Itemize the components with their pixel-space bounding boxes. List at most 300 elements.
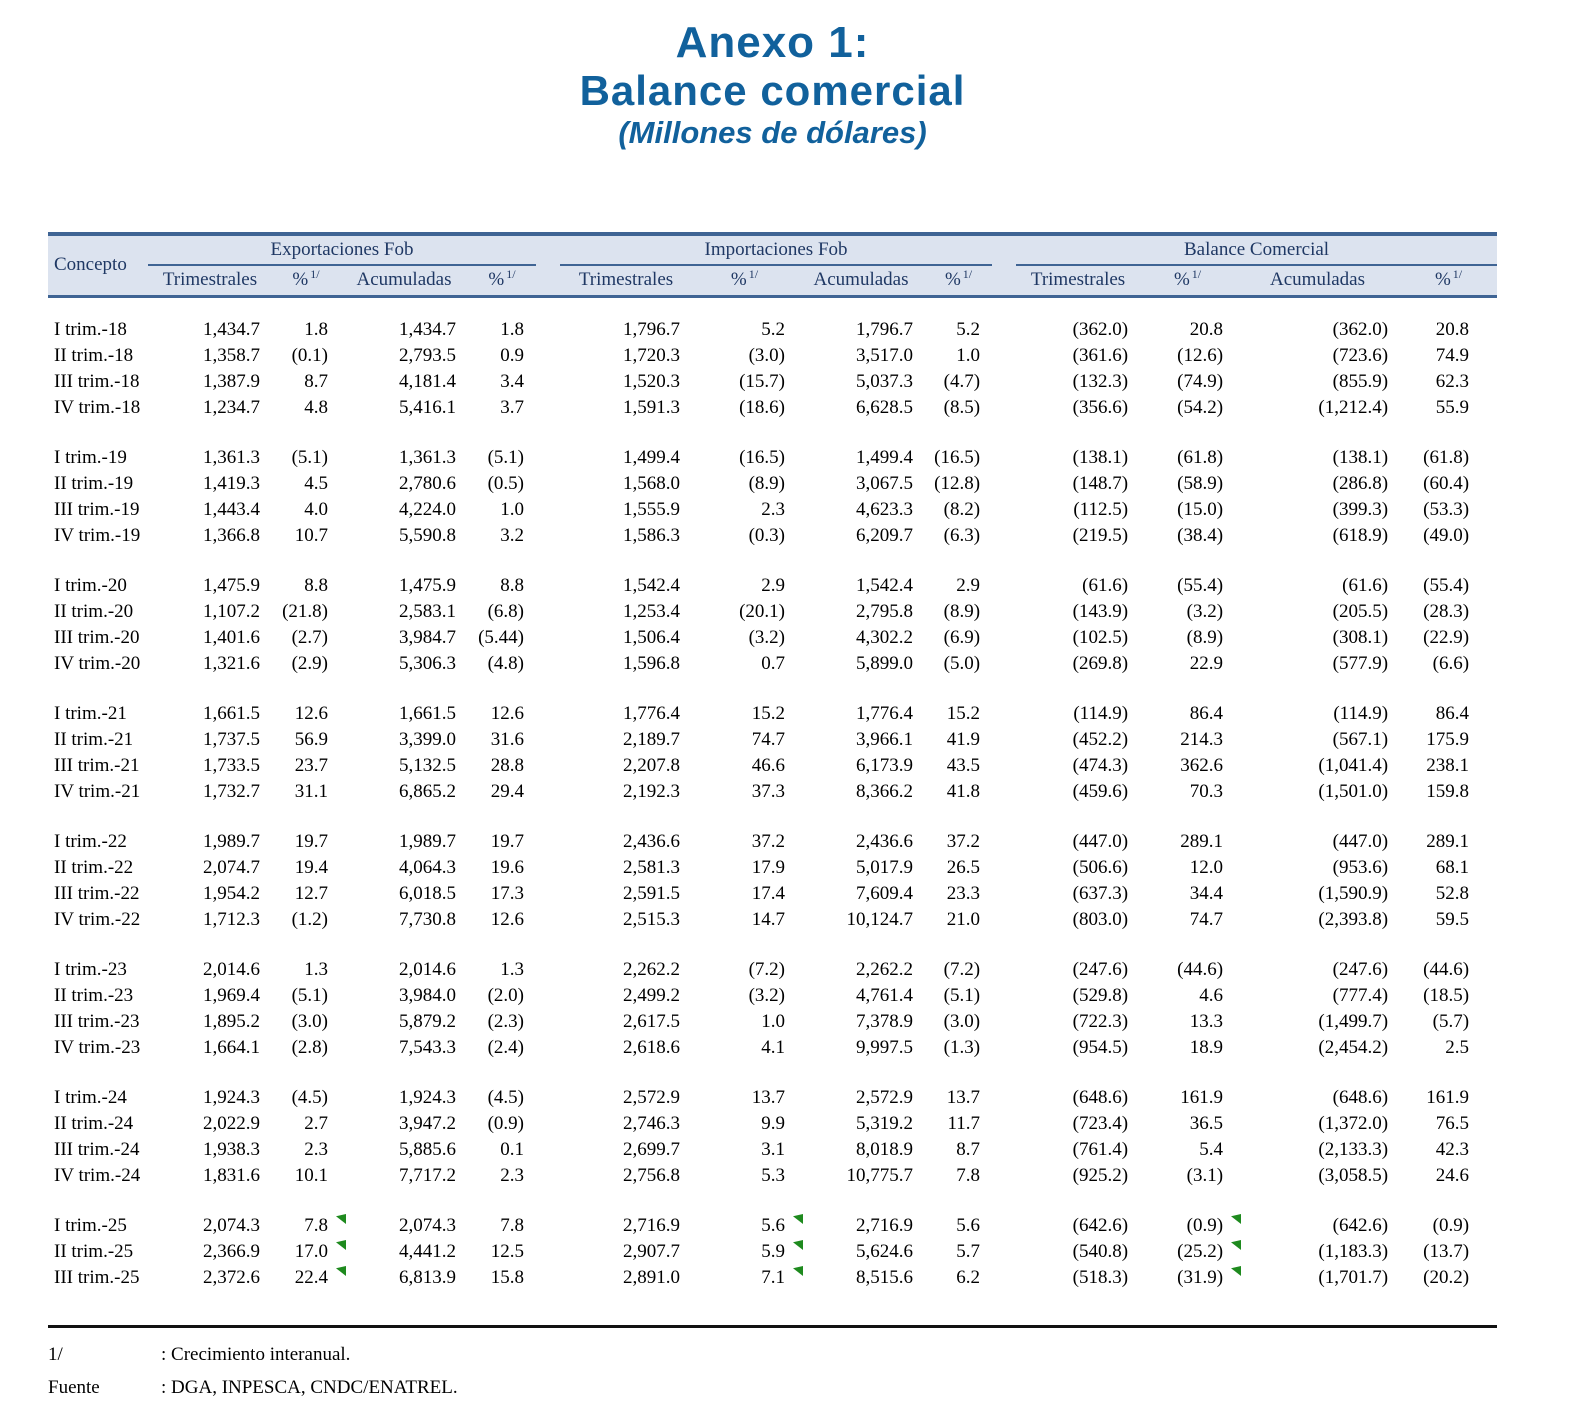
cell: 2,074.3 — [203, 1215, 260, 1236]
cell: (13.7) — [1423, 1241, 1470, 1262]
cell: 1,387.9 — [203, 371, 260, 392]
cell: (0.9) — [1432, 1215, 1470, 1236]
cell: 86.4 — [1435, 703, 1470, 724]
column-gap — [992, 497, 1016, 523]
cell: 1,733.5 — [203, 755, 260, 776]
cell: 1,796.7 — [623, 319, 681, 340]
column-gap — [536, 1163, 560, 1189]
table-row-iii-trim-23 — [48, 1009, 1497, 1035]
cell: 4.5 — [304, 473, 328, 494]
cell: 17.3 — [490, 883, 525, 904]
cell: (399.3) — [1332, 499, 1389, 520]
cell: 5.2 — [956, 319, 981, 340]
column-gap — [536, 753, 560, 779]
cell: (114.9) — [1333, 703, 1389, 724]
cell: (0.9) — [487, 1113, 525, 1134]
year-block-separator — [48, 805, 1497, 829]
cell: (362.0) — [1332, 319, 1389, 340]
cell: (1,701.7) — [1318, 1267, 1389, 1288]
cell: 2.7 — [304, 1113, 328, 1134]
column-gap — [992, 1111, 1016, 1137]
table-row-i-trim-18 — [48, 317, 1497, 343]
cell: (540.8) — [1072, 1241, 1129, 1262]
column-gap — [992, 727, 1016, 753]
subheader-exportaciones-pct-acumulado: % $^{1/}$ — [468, 265, 536, 296]
column-gap — [536, 779, 560, 805]
column-gap — [536, 1137, 560, 1163]
cell: (3.2) — [748, 985, 786, 1006]
cell: 2,716.9 — [623, 1215, 681, 1236]
cell: 0.9 — [500, 345, 525, 366]
column-gap — [992, 779, 1016, 805]
cell: 4,181.4 — [399, 371, 456, 392]
cell: 10.1 — [294, 1165, 328, 1186]
cell: 5,899.0 — [856, 653, 914, 674]
cell: (3.0) — [943, 1011, 981, 1032]
cell: 15.2 — [946, 703, 981, 724]
cell: 1,475.9 — [399, 575, 456, 596]
cell: (4.7) — [943, 371, 981, 392]
cell: 8,018.9 — [856, 1139, 914, 1160]
cell: (518.3) — [1072, 1267, 1129, 1288]
column-gap — [992, 1035, 1016, 1061]
cell: 5.3 — [761, 1165, 786, 1186]
cell: 31.6 — [490, 729, 525, 750]
cell: (1,499.7) — [1318, 1011, 1389, 1032]
cell: 2.3 — [761, 499, 786, 520]
column-gap — [992, 855, 1016, 881]
column-gap — [992, 625, 1016, 651]
cell: (1,501.0) — [1318, 781, 1389, 802]
cell: 1,361.3 — [399, 447, 456, 468]
cell: (38.4) — [1177, 525, 1224, 546]
cell: (58.9) — [1177, 473, 1224, 494]
cell: 1,542.4 — [623, 575, 681, 596]
cell: 0.7 — [761, 653, 786, 674]
row-label: I trim.-23 — [54, 959, 127, 980]
subheader-importaciones-pct-trimestral: % $^{1/}$ — [692, 265, 797, 296]
cell: 10.7 — [294, 525, 328, 546]
column-gap — [536, 701, 560, 727]
cell: 5,037.3 — [856, 371, 914, 392]
cell: 214.3 — [1180, 729, 1224, 750]
cell: (2,133.3) — [1318, 1139, 1389, 1160]
column-gap — [536, 855, 560, 881]
table-row-iv-trim-22 — [48, 907, 1497, 933]
row-label: II trim.-24 — [54, 1113, 134, 1134]
balance-comercial-table — [48, 232, 1497, 1291]
cell: 2,572.9 — [856, 1087, 914, 1108]
cell: (925.2) — [1072, 1165, 1129, 1186]
cell: (2,393.8) — [1318, 909, 1389, 930]
cell: (953.6) — [1332, 857, 1389, 878]
cell: 6.2 — [956, 1267, 981, 1288]
cell: (60.4) — [1423, 473, 1470, 494]
cell: 362.6 — [1180, 755, 1224, 776]
cell: (55.4) — [1177, 575, 1224, 596]
cell: 6,865.2 — [399, 781, 456, 802]
cell: (18.5) — [1423, 985, 1470, 1006]
cell: 161.9 — [1426, 1087, 1470, 1108]
cell: 1,419.3 — [203, 473, 260, 494]
cell: 1.0 — [761, 1011, 786, 1032]
cell: 37.3 — [751, 781, 786, 802]
cell: 2,372.6 — [203, 1267, 260, 1288]
cell: (114.9) — [1073, 703, 1129, 724]
cell: 7,543.3 — [399, 1037, 456, 1058]
cell: 4.8 — [304, 397, 328, 418]
column-gap — [992, 1239, 1016, 1265]
cell: 2,746.3 — [623, 1113, 681, 1134]
cell: (2.3) — [487, 1011, 525, 1032]
cell: 46.6 — [751, 755, 786, 776]
cell: (2.4) — [487, 1037, 525, 1058]
column-gap — [536, 881, 560, 907]
cell: (5.1) — [487, 447, 525, 468]
cell: 2,756.8 — [623, 1165, 681, 1186]
row-label: II trim.-20 — [54, 601, 134, 622]
cell: (5.1) — [943, 985, 981, 1006]
cell: 1,401.6 — [203, 627, 260, 648]
year-block-separator — [48, 421, 1497, 445]
cell: 1,366.8 — [203, 525, 260, 546]
cell: 2,891.0 — [623, 1267, 681, 1288]
cell: 238.1 — [1426, 755, 1470, 776]
cell: 20.8 — [1435, 319, 1470, 340]
cell: (22.9) — [1423, 627, 1470, 648]
cell: (269.8) — [1072, 653, 1129, 674]
cell: 1,712.3 — [203, 909, 260, 930]
cell: (722.3) — [1072, 1011, 1129, 1032]
cell: 1,938.3 — [203, 1139, 260, 1160]
column-gap — [536, 369, 560, 395]
cell: 2,436.6 — [623, 831, 681, 852]
cell: 5,879.2 — [399, 1011, 456, 1032]
column-gap — [536, 829, 560, 855]
cell: 5,319.2 — [856, 1113, 914, 1134]
table-row-iii-trim-21 — [48, 753, 1497, 779]
cell: (3,058.5) — [1318, 1165, 1389, 1186]
cell: (148.7) — [1072, 473, 1129, 494]
cell: 2.9 — [761, 575, 786, 596]
cell: 23.3 — [946, 883, 981, 904]
cell: 11.7 — [947, 1113, 981, 1134]
cell: 1,253.4 — [623, 601, 681, 622]
cell: 1.0 — [500, 499, 525, 520]
table-row-iv-trim-20 — [48, 651, 1497, 677]
column-gap — [536, 317, 560, 343]
table-row-i-trim-25 — [48, 1213, 1497, 1239]
cell: 1,591.3 — [623, 397, 681, 418]
title-main: Balance comercial — [579, 67, 966, 114]
cell: 1,506.4 — [623, 627, 681, 648]
cell: 1,234.7 — [203, 397, 260, 418]
row-label: I trim.-24 — [54, 1087, 127, 1108]
cell: (6.6) — [1432, 653, 1470, 674]
cell: 52.8 — [1435, 883, 1470, 904]
cell: (648.6) — [1072, 1087, 1129, 1108]
source-text: : DGA, INPESCA, CNDC/ENATREL. — [161, 1377, 458, 1398]
cell: (642.6) — [1072, 1215, 1129, 1236]
subheader-importaciones-acumuladas: Acumuladas — [797, 265, 925, 296]
cell: 5.9 — [692, 1239, 797, 1265]
cell: (567.1) — [1332, 729, 1389, 750]
column-gap — [992, 1137, 1016, 1163]
cell: 6,813.9 — [399, 1267, 456, 1288]
cell: 1,586.3 — [623, 525, 681, 546]
column-gap — [536, 1035, 560, 1061]
column-gap — [992, 651, 1016, 677]
row-label: III trim.-24 — [54, 1139, 140, 1160]
cell: (642.6) — [1332, 1215, 1389, 1236]
cell: 7.8 — [272, 1213, 340, 1239]
cell: 36.5 — [1189, 1113, 1224, 1134]
cell: 289.1 — [1426, 831, 1470, 852]
column-gap — [536, 625, 560, 651]
column-gap — [536, 599, 560, 625]
column-gap — [536, 573, 560, 599]
subheader-balance-trimestrales: Trimestrales — [1016, 265, 1140, 296]
year-block-separator — [48, 933, 1497, 957]
cell: 74.7 — [1189, 909, 1224, 930]
cell: 1,954.2 — [203, 883, 260, 904]
subheader-balance-pct-acumulado: % $^{1/}$ — [1400, 265, 1497, 296]
cell: (138.1) — [1072, 447, 1129, 468]
cell: 4,302.2 — [856, 627, 914, 648]
cell: 1,924.3 — [399, 1087, 456, 1108]
cell: 12.7 — [294, 883, 328, 904]
cell: 14.7 — [751, 909, 786, 930]
column-gap — [536, 1239, 560, 1265]
cell: 1,720.3 — [623, 345, 681, 366]
year-block-separator — [48, 296, 1497, 317]
cell: (8.9) — [1186, 627, 1224, 648]
footnote-reference: 1/ — [506, 266, 516, 281]
cell: 1,361.3 — [203, 447, 260, 468]
table-row-i-trim-19 — [48, 445, 1497, 471]
table-row-ii-trim-20 — [48, 599, 1497, 625]
cell: 2,022.9 — [203, 1113, 260, 1134]
row-label: I trim.-22 — [54, 831, 127, 852]
cell: 7.8 — [500, 1215, 525, 1236]
concepto-header: Concepto — [48, 234, 148, 296]
cell: 2,793.5 — [399, 345, 456, 366]
cell: 2,699.7 — [623, 1139, 681, 1160]
footnote-reference: 1/ — [962, 266, 973, 281]
cell: 3,947.2 — [399, 1113, 456, 1134]
cell: 1,737.5 — [203, 729, 260, 750]
cell: 2,572.9 — [623, 1087, 681, 1108]
cell: (102.5) — [1072, 627, 1129, 648]
cell: (49.0) — [1423, 525, 1470, 546]
cell: (1,183.3) — [1318, 1241, 1389, 1262]
subheader-balance-acumuladas: Acumuladas — [1235, 265, 1400, 296]
row-label: III trim.-20 — [54, 627, 140, 648]
cell: 22.4 — [272, 1265, 340, 1291]
cell: (0.3) — [748, 525, 786, 546]
footnote-text: : Crecimiento interanual. — [161, 1344, 351, 1365]
row-label: IV trim.-19 — [54, 525, 141, 546]
row-label: I trim.-18 — [54, 319, 127, 340]
subheader-balance-pct-trimestral: % $^{1/}$ — [1140, 265, 1235, 296]
cell: 8.7 — [956, 1139, 981, 1160]
cell: (447.0) — [1072, 831, 1129, 852]
cell: 1,776.4 — [856, 703, 914, 724]
cell: 2,618.6 — [623, 1037, 681, 1058]
group-header-row — [48, 234, 1497, 265]
cell: 3.7 — [500, 397, 525, 418]
cell: 55.9 — [1435, 397, 1470, 418]
cell: 2,617.5 — [623, 1011, 681, 1032]
cell: 7.8 — [956, 1165, 981, 1186]
cell: 1,661.5 — [399, 703, 456, 724]
cell: 2,192.3 — [623, 781, 681, 802]
cell: 1,796.7 — [856, 319, 914, 340]
cell: 159.8 — [1426, 781, 1470, 802]
cell: 2,716.9 — [856, 1215, 914, 1236]
cell: 12.0 — [1189, 857, 1224, 878]
cell: 56.9 — [294, 729, 328, 750]
column-gap — [992, 701, 1016, 727]
row-label: II trim.-23 — [54, 985, 134, 1006]
row-label: II trim.-18 — [54, 345, 134, 366]
cell: 41.8 — [946, 781, 981, 802]
footnote-reference: 1/ — [310, 266, 320, 281]
column-gap — [536, 1213, 560, 1239]
cell: 1,321.6 — [203, 653, 260, 674]
cell: 23.7 — [294, 755, 328, 776]
table-row-iii-trim-25 — [48, 1265, 1497, 1291]
column-gap — [536, 957, 560, 983]
cell: 4,064.3 — [399, 857, 456, 878]
cell: (3.0) — [748, 345, 786, 366]
cell: (31.9) — [1140, 1265, 1235, 1291]
cell: (3.0) — [291, 1011, 328, 1032]
cell: 2.5 — [1445, 1037, 1470, 1058]
cell: (362.0) — [1072, 319, 1129, 340]
cell: 3.1 — [761, 1139, 786, 1160]
column-gap — [536, 1265, 560, 1291]
row-label: II trim.-21 — [54, 729, 134, 750]
cell: (4.5) — [487, 1087, 525, 1108]
cell: 6,173.9 — [856, 755, 914, 776]
cell: 175.9 — [1426, 729, 1470, 750]
document-page — [48, 0, 1497, 1404]
table-row-iii-trim-22 — [48, 881, 1497, 907]
cell: 22.9 — [1189, 653, 1224, 674]
cell: 1,443.4 — [203, 499, 260, 520]
cell: (12.8) — [934, 473, 981, 494]
column-gap — [992, 829, 1016, 855]
cell: 5,306.3 — [399, 653, 456, 674]
cell: 6,018.5 — [399, 883, 456, 904]
column-gap — [536, 343, 560, 369]
cell: 13.3 — [1189, 1011, 1224, 1032]
cell: 9,997.5 — [856, 1037, 914, 1058]
column-gap — [536, 445, 560, 471]
cell: (803.0) — [1072, 909, 1129, 930]
cell: (2.0) — [487, 985, 525, 1006]
table-row-i-trim-20 — [48, 573, 1497, 599]
cell: 15.2 — [751, 703, 786, 724]
row-label: I trim.-21 — [54, 703, 127, 724]
cell: 161.9 — [1180, 1087, 1224, 1108]
cell: (577.9) — [1332, 653, 1389, 674]
column-gap — [992, 573, 1016, 599]
cell: 2,780.6 — [399, 473, 456, 494]
cell: 5,885.6 — [399, 1139, 456, 1160]
cell: (44.6) — [1177, 959, 1224, 980]
cell: (6.3) — [943, 525, 981, 546]
cell: 5.6 — [956, 1215, 981, 1236]
cell: 3,984.0 — [399, 985, 456, 1006]
year-block-separator — [48, 1189, 1497, 1213]
cell: 1,520.3 — [623, 371, 681, 392]
cell: (61.8) — [1177, 447, 1224, 468]
cell: (28.3) — [1423, 601, 1470, 622]
cell: 5,624.6 — [856, 1241, 914, 1262]
cell: 24.6 — [1435, 1165, 1470, 1186]
cell: (361.6) — [1072, 345, 1129, 366]
column-gap — [992, 1265, 1016, 1291]
row-label: I trim.-19 — [54, 447, 127, 468]
cell: 1.0 — [956, 345, 981, 366]
cell: (247.6) — [1072, 959, 1129, 980]
cell: 19.7 — [294, 831, 328, 852]
cell: (648.6) — [1332, 1087, 1389, 1108]
cell: 2,795.8 — [856, 601, 914, 622]
cell: 43.5 — [946, 755, 981, 776]
column-gap — [536, 983, 560, 1009]
column-gap — [992, 1009, 1016, 1035]
cell: 2,583.1 — [399, 601, 456, 622]
cell: (1.3) — [943, 1037, 981, 1058]
cell: 1,969.4 — [203, 985, 260, 1006]
cell: (16.5) — [739, 447, 786, 468]
cell: 12.5 — [490, 1241, 525, 1262]
cell: (7.2) — [748, 959, 786, 980]
cell: (132.3) — [1072, 371, 1129, 392]
cell: (18.6) — [739, 397, 786, 418]
cell: 17.0 — [272, 1239, 340, 1265]
cell: (247.6) — [1332, 959, 1389, 980]
cell: (1,212.4) — [1318, 397, 1389, 418]
column-gap — [992, 1213, 1016, 1239]
cell: (447.0) — [1332, 831, 1389, 852]
cell: 1,434.7 — [203, 319, 260, 340]
table-row-iv-trim-23 — [48, 1035, 1497, 1061]
cell: 42.3 — [1435, 1139, 1470, 1160]
cell: 5,590.8 — [399, 525, 456, 546]
cell: 8.7 — [304, 371, 328, 392]
cell: (7.2) — [943, 959, 981, 980]
column-gap — [992, 523, 1016, 549]
column-gap — [992, 445, 1016, 471]
cell: (55.4) — [1423, 575, 1470, 596]
cell: 2,591.5 — [623, 883, 681, 904]
year-block-separator — [48, 677, 1497, 701]
cell: (3.2) — [748, 627, 786, 648]
column-gap — [536, 1009, 560, 1035]
column-gap — [536, 1085, 560, 1111]
cell: (61.6) — [1342, 575, 1389, 596]
cell: (4.5) — [291, 1087, 328, 1108]
cell: 1.3 — [304, 959, 328, 980]
cell: 2,366.9 — [203, 1241, 260, 1262]
column-gap — [992, 881, 1016, 907]
cell: (459.6) — [1072, 781, 1129, 802]
cell: (0.5) — [487, 473, 525, 494]
